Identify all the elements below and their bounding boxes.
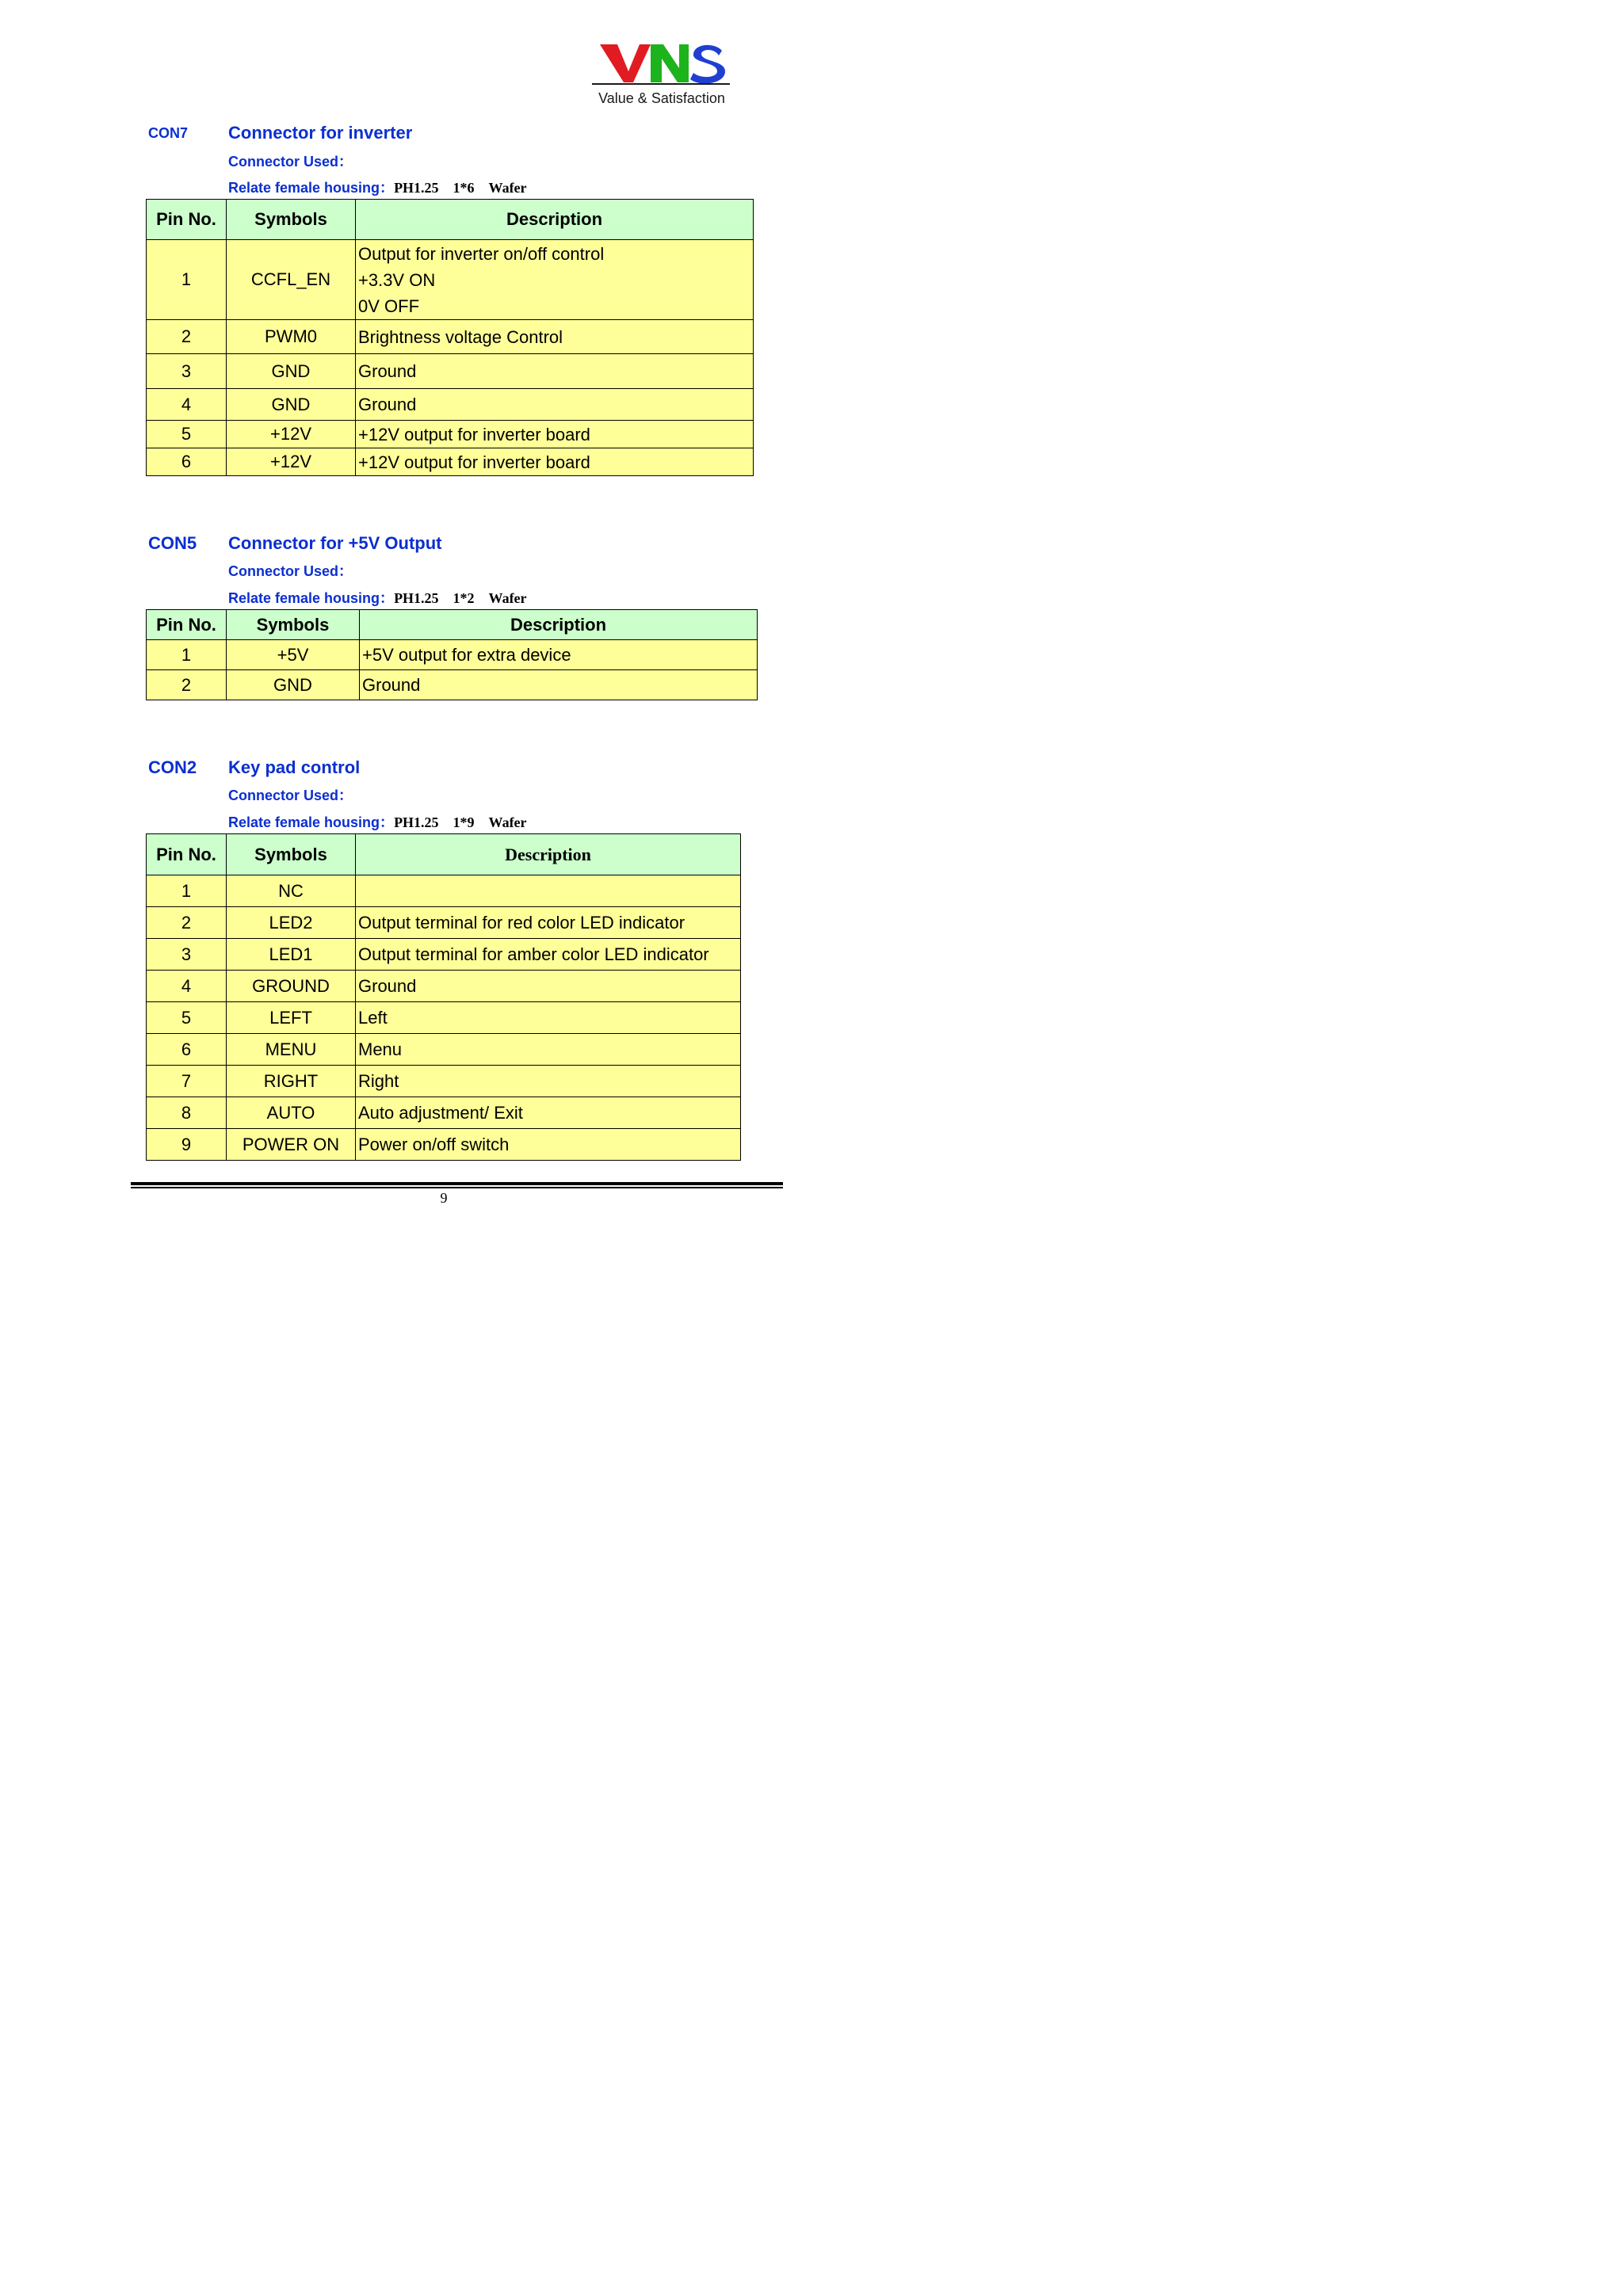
housing-line	[228, 177, 527, 197]
pin-symbol: +12V	[227, 448, 356, 476]
pin-description: Left	[356, 1002, 741, 1034]
pin-symbol: GND	[227, 354, 356, 389]
pin-symbol: AUTO	[227, 1097, 356, 1129]
pin-description: Auto adjustment/ Exit	[356, 1097, 741, 1129]
pin-number: 4	[147, 971, 227, 1002]
table-row	[147, 354, 754, 389]
header-description: Description	[356, 200, 754, 240]
pin-description: Ground	[356, 389, 754, 421]
pin-symbol: LEFT	[227, 1002, 356, 1034]
pin-description: +5V output for extra device	[360, 640, 758, 670]
header-description: Description	[356, 834, 741, 875]
housing-value: PH1.25 1*9 Wafer	[394, 814, 527, 830]
table-row	[147, 875, 741, 907]
pin-symbol: MENU	[227, 1034, 356, 1066]
table-header-row	[147, 200, 754, 240]
pin-symbol: LED1	[227, 939, 356, 971]
table-row	[147, 939, 741, 971]
connector-used-label: Connector Used：	[228, 563, 353, 579]
table-row	[147, 1034, 741, 1066]
table-row	[147, 971, 741, 1002]
table-row	[147, 389, 754, 421]
pin-number: 5	[147, 1002, 227, 1034]
pin-symbol: CCFL_EN	[227, 240, 356, 320]
table-row	[147, 240, 754, 320]
pin-symbol: GND	[227, 389, 356, 421]
footer-rule-thin	[131, 1187, 783, 1188]
pin-number: 1	[147, 240, 227, 320]
pin-number: 3	[147, 939, 227, 971]
header-symbols: Symbols	[227, 834, 356, 875]
pin-number: 2	[147, 907, 227, 939]
pin-number: 1	[147, 875, 227, 907]
housing-label: Relate female housing：	[228, 180, 395, 196]
housing-line	[228, 811, 527, 832]
pin-description: +12V output for inverter board	[356, 421, 754, 448]
table-row	[147, 640, 758, 670]
pin-number: 2	[147, 670, 227, 700]
header-description: Description	[360, 610, 758, 640]
housing-label: Relate female housing：	[228, 814, 395, 830]
table-row	[147, 448, 754, 476]
pin-table-con2	[146, 833, 741, 1161]
footer-rule	[131, 1182, 783, 1185]
table-row	[147, 421, 754, 448]
logo-underline	[592, 83, 730, 85]
header-symbols: Symbols	[227, 200, 356, 240]
pin-symbol: GROUND	[227, 971, 356, 1002]
header-pin-no: Pin No.	[147, 200, 227, 240]
section-title: Connector for inverter	[228, 123, 413, 143]
pin-description	[356, 875, 741, 907]
pin-description: Brightness voltage Control	[356, 320, 754, 354]
pin-number: 9	[147, 1129, 227, 1161]
housing-value: PH1.25 1*6 Wafer	[394, 180, 527, 196]
connector-used-label: Connector Used：	[228, 788, 353, 803]
pin-number: 6	[147, 1034, 227, 1066]
housing-label: Relate female housing：	[228, 590, 395, 606]
pin-number: 1	[147, 640, 227, 670]
page-number: 9	[440, 1190, 448, 1206]
pin-number: 3	[147, 354, 227, 389]
connector-used-label: Connector Used：	[228, 154, 353, 170]
pin-table-con7	[146, 199, 754, 476]
description-line: +3.3V ON	[358, 269, 436, 290]
pin-symbol: PWM0	[227, 320, 356, 354]
pin-number: 5	[147, 421, 227, 448]
housing-line	[228, 587, 527, 608]
pin-symbol: POWER ON	[227, 1129, 356, 1161]
header-symbols: Symbols	[227, 610, 360, 640]
pin-description: Menu	[356, 1034, 741, 1066]
section-id: CON7	[148, 125, 189, 141]
table-row	[147, 320, 754, 354]
pin-description: Ground	[356, 971, 741, 1002]
pin-number: 7	[147, 1066, 227, 1097]
table-row	[147, 1066, 741, 1097]
section-id: CON2	[148, 757, 197, 777]
pin-symbol: LED2	[227, 907, 356, 939]
section-title: Key pad control	[228, 757, 361, 777]
pin-description: Output terminal for amber color LED indicator	[356, 939, 741, 971]
pin-description: +12V output for inverter board	[356, 448, 754, 476]
table-header-row	[147, 834, 741, 875]
table-row	[147, 907, 741, 939]
housing-value: PH1.25 1*2 Wafer	[394, 590, 527, 606]
pin-description: Right	[356, 1066, 741, 1097]
description-line: Output for inverter on/off control	[358, 243, 605, 264]
table-row	[147, 670, 758, 700]
description-line: 0V OFF	[358, 296, 420, 316]
logo-letter-n	[651, 44, 689, 82]
pin-description: Output terminal for red color LED indicator	[356, 907, 741, 939]
table-header-row	[147, 610, 758, 640]
pin-number: 2	[147, 320, 227, 354]
pin-description	[356, 240, 754, 320]
pin-description: Ground	[360, 670, 758, 700]
table-row	[147, 1002, 741, 1034]
table-row	[147, 1129, 741, 1161]
header-pin-no: Pin No.	[147, 610, 227, 640]
table-row	[147, 1097, 741, 1129]
pin-number: 6	[147, 448, 227, 476]
pin-symbol: NC	[227, 875, 356, 907]
logo-letter-s	[690, 45, 725, 84]
section-id: CON5	[148, 533, 197, 553]
pin-description: Power on/off switch	[356, 1129, 741, 1161]
logo-caption: Value & Satisfaction	[598, 90, 725, 106]
logo-letter-v	[600, 44, 651, 82]
pin-symbol: +5V	[227, 640, 360, 670]
pin-number: 8	[147, 1097, 227, 1129]
header-pin-no: Pin No.	[147, 834, 227, 875]
pin-symbol: RIGHT	[227, 1066, 356, 1097]
pin-table-con5	[146, 609, 758, 700]
section-title: Connector for +5V Output	[228, 533, 442, 553]
pin-symbol: GND	[227, 670, 360, 700]
pin-description: Ground	[356, 354, 754, 389]
pin-symbol: +12V	[227, 421, 356, 448]
pin-number: 4	[147, 389, 227, 421]
